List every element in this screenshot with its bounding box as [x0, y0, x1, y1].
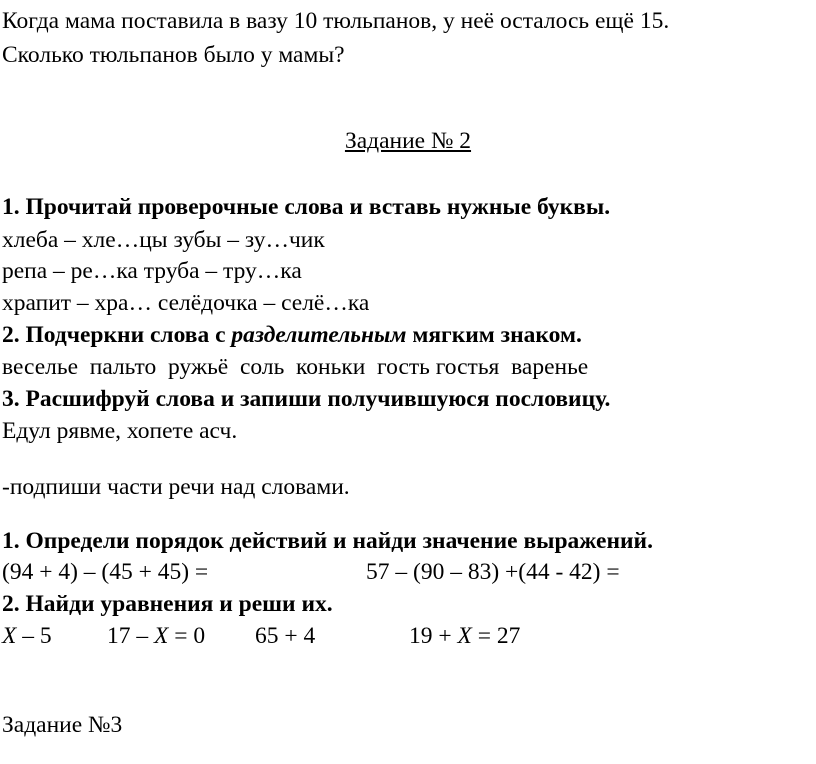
equation-item: 17 – Х = 0	[107, 623, 206, 649]
task2-ex2-title-start: 2. Подчеркни слова с	[2, 322, 232, 348]
task2-ex2-words: веселье пальто ружьё соль коньки гость гостья варенье	[2, 354, 589, 380]
equation-item: 19 + Х = 27	[409, 623, 521, 649]
task3-heading: Задание №3	[2, 712, 123, 738]
math-ex1-expr-2: 57 – (90 – 83) +(44 - 42) =	[366, 559, 620, 585]
equation-variable: Х	[457, 623, 472, 649]
task2-ex3-text: Едул рявме, хопете асч.	[2, 418, 238, 444]
task2-ex2-title-end: мягким знаком.	[406, 322, 582, 348]
problem-line-1: Когда мама поставила в вазу 10 тюльпанов, у неё осталось ещё 15.	[2, 8, 670, 34]
math-ex1-expr-1: (94 + 4) – (45 + 45) =	[2, 559, 209, 585]
task2-heading: Задание № 2	[344, 128, 472, 154]
task2-ex3-title: 3. Расшифруй слова и запиши получившуюся пословицу.	[2, 386, 611, 412]
problem-line-2: Сколько тюльпанов было у мамы?	[2, 42, 345, 68]
task2-ex1-row-3: храпит – хра… селёдочка – селё…ка	[2, 290, 370, 316]
math-ex1-title: 1. Определи порядок действий и найди значение выражений.	[2, 528, 653, 554]
task2-ex1-row-1: хлеба – хле…цы зубы – зу…чик	[2, 227, 325, 253]
math-ex2-title: 2. Найди уравнения и реши их.	[2, 591, 333, 617]
equation-variable: Х	[154, 623, 169, 649]
task2-ex1-row-2: репа – ре…ка труба – тру…ка	[2, 258, 302, 284]
equation-item: Х – 5	[2, 623, 52, 649]
task2-ex2-title-italic: разделительным	[231, 322, 407, 348]
task2-note: -подпиши части речи над словами.	[2, 474, 350, 500]
equation-variable: Х	[2, 623, 17, 649]
task2-ex2-title	[2, 320, 582, 350]
task2-ex1-title: 1. Прочитай проверочные слова и вставь нужные буквы.	[2, 194, 611, 220]
equation-item: 65 + 4	[255, 623, 316, 649]
